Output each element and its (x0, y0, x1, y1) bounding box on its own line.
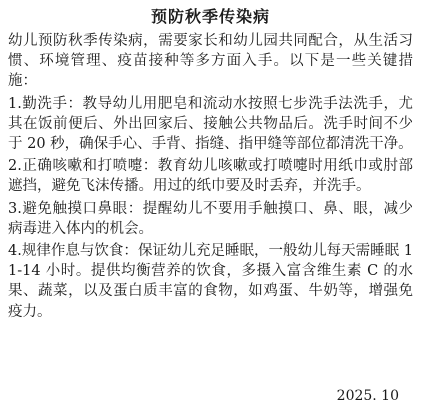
measure-item-face-touching: 3.避免触摸口鼻眼：提醒幼儿不要用手触摸口、鼻、眼，减少病毒进入体内的机会。 (8, 200, 413, 237)
measure-item-routine-diet: 4.规律作息与饮食：保证幼儿充足睡眠，一般幼儿每天需睡眠 11-14 小时。提供均衡营养的饮食，多摄入富含维生素 C 的水果、蔬菜，以及蛋白质丰富的食物，如鸡蛋、牛奶等，增强免疫力。 (8, 243, 413, 320)
measure-item-coughing: 2.正确咳嗽和打喷嚏：教育幼儿咳嗽或打喷嚏时用纸巾或肘部遮挡，避免飞沫传播。用过的纸巾要及时丢弃，并洗手。 (8, 158, 413, 195)
document-date: 2025. 10 (336, 388, 399, 404)
document-title: 预防秋季传染病 (150, 7, 270, 26)
intro-paragraph: 幼儿预防秋季传染病，需要家长和幼儿园共同配合，从生活习惯、环境管理、疫苗接种等多方面入手。以下是一些关键措施： (8, 33, 413, 90)
measure-item-handwashing: 1.勤洗手：教导幼儿用肥皂和流动水按照七步洗手法洗手，尤其在饭前便后、外出回家后、接触公共物品后。洗手时间不少于 20 秒，确保手心、手背、指缝、指甲缝等部位都清洗干净。 (8, 95, 413, 153)
